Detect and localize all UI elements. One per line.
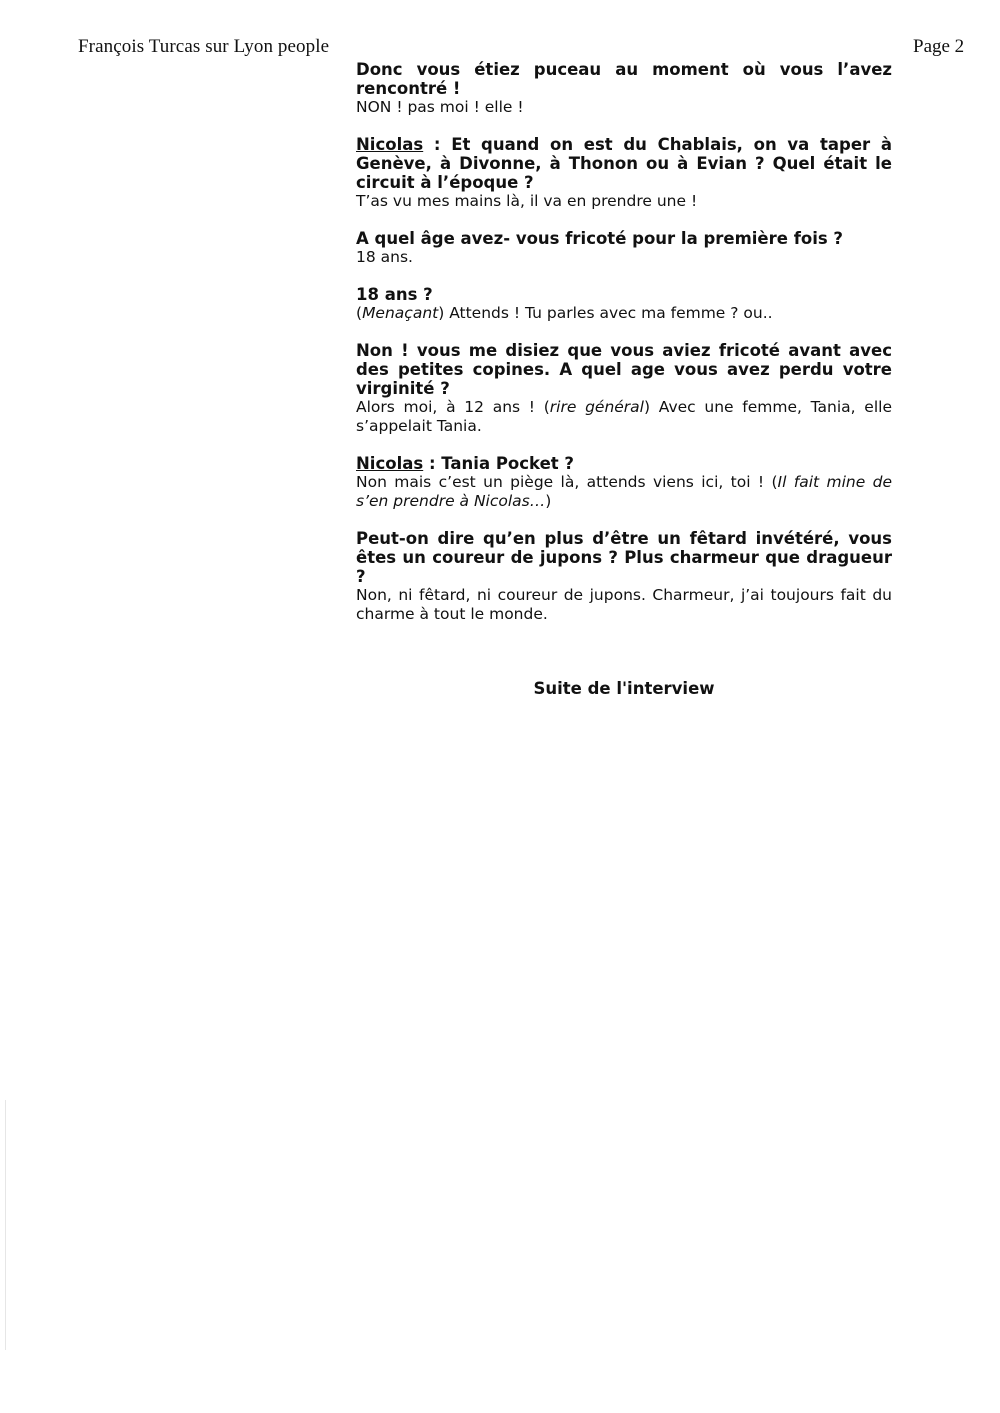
- stage-direction: Il fait mine de s’en prendre à Nicolas…: [356, 473, 893, 510]
- qa-block: [356, 229, 892, 267]
- question: Peut-on dire qu’en plus d’être un fêtard invétéré, vous êtes un coureur de jupons ? Plus charmeur que dragueur ?: [356, 529, 892, 586]
- question: A quel âge avez- vous fricoté pour la première fois ?: [356, 229, 843, 248]
- qa-block: [356, 60, 892, 117]
- qa-block: [356, 529, 892, 624]
- qa-block: [356, 454, 892, 511]
- interview-body: [356, 60, 892, 642]
- page-number: Page 2: [913, 36, 965, 57]
- question: Donc vous étiez puceau au moment où vous l’avez rencontré !: [356, 60, 892, 98]
- speaker-name: Nicolas: [356, 135, 424, 154]
- answer: T’as vu mes mains là, il va en prendre une !: [356, 192, 698, 210]
- document-title: François Turcas sur Lyon people: [78, 36, 330, 57]
- answer: Alors moi, à 12 ans ! (rire général) Avec une femme, Tania, elle s’appelait Tania.: [356, 398, 892, 435]
- answer: Non mais c’est un piège là, attends viens ici, toi ! (Il fait mine de s’en prendre à Nicolas…): [356, 473, 893, 510]
- qa-block: [356, 341, 892, 436]
- stage-direction: Menaçant: [362, 304, 439, 322]
- question: Non ! vous me disiez que vous aviez fricoté avant avec des petites copines. A quel age vous avez perdu votre virginité ?: [356, 341, 892, 398]
- question: 18 ans ?: [356, 285, 433, 304]
- answer: Non, ni fêtard, ni coureur de jupons. Charmeur, j’ai toujours fait du charme à tout le monde.: [356, 586, 892, 623]
- speaker-name: Nicolas: [356, 454, 424, 473]
- continue-interview-link[interactable]: Suite de l'interview: [533, 679, 715, 698]
- scan-edge-line: [5, 1100, 6, 1350]
- answer: (Menaçant) Attends ! Tu parles avec ma femme ? ou..: [356, 304, 773, 322]
- answer: 18 ans.: [356, 248, 413, 266]
- answer: NON ! pas moi ! elle !: [356, 98, 524, 116]
- stage-direction: rire général: [549, 398, 644, 416]
- qa-block: [356, 135, 892, 211]
- question: Nicolas : Et quand on est du Chablais, on va taper à Genève, à Divonne, à Thonon ou à Evian ? Quel était le circuit à l’époque ?: [356, 135, 892, 192]
- qa-block: [356, 285, 892, 323]
- question: Nicolas : Tania Pocket ?: [356, 454, 574, 473]
